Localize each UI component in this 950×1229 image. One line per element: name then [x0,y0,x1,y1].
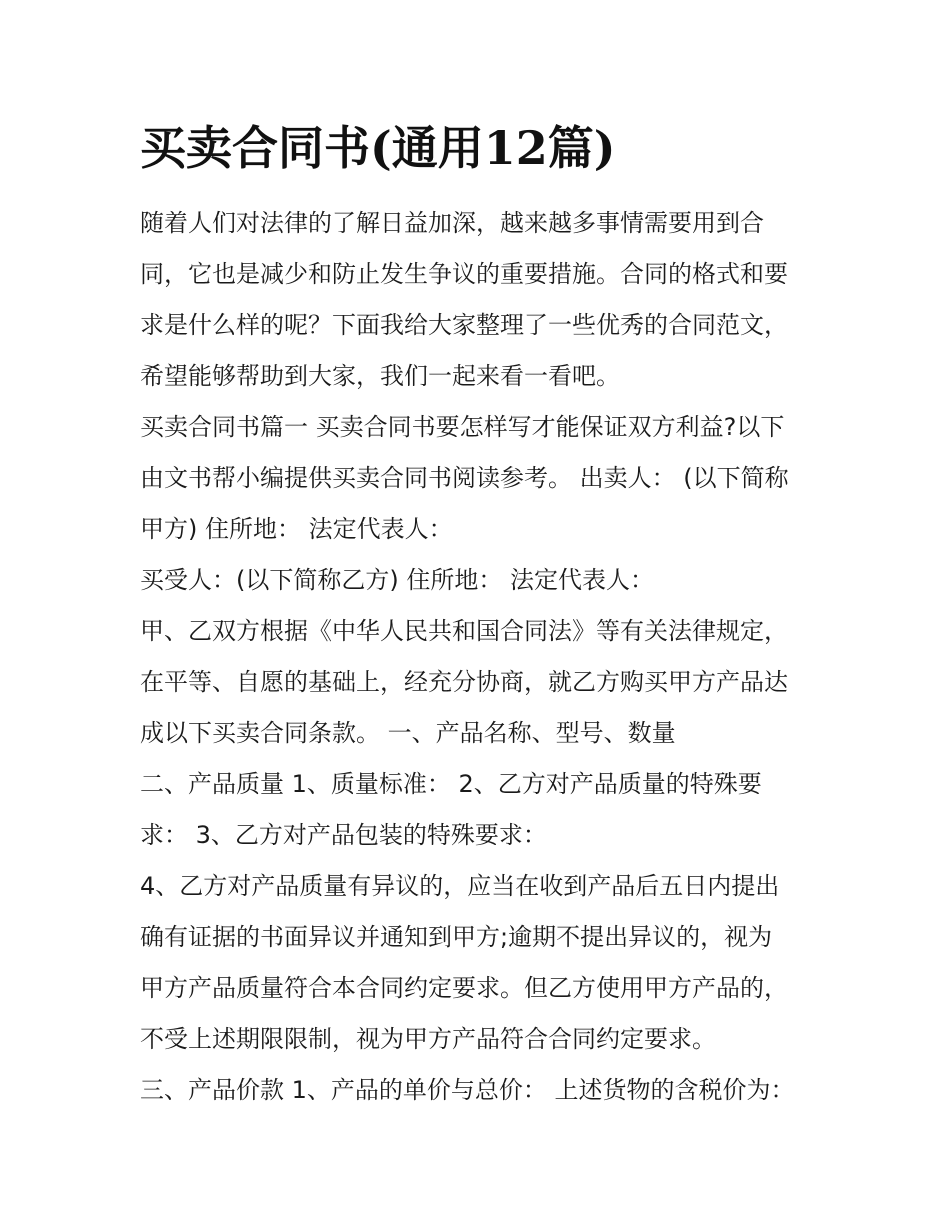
body-line: 在平等、自愿的基础上，经充分协商，就乙方购买甲方产品达 [140,668,788,696]
body-line: 求： 3、乙方对产品包装的特殊要求： [140,821,547,849]
document-body [140,198,830,1116]
body-line: 由文书帮小编提供买卖合同书阅读参考。 出卖人： (以下简称 [140,464,789,492]
document-title: 买卖合同书(通用12篇) [140,121,616,175]
body-line: 4、乙方对产品质量有异议的，应当在收到产品后五日内提出 [140,872,780,900]
body-line: 甲、乙双方根据《中华人民共和国合同法》等有关法律规定， [140,617,788,645]
body-line: 希望能够帮助到大家，我们一起来看一看吧。 [140,362,620,390]
body-line: 二、产品质量 1、质量标准： 2、乙方对产品质量的特殊要 [140,770,762,798]
body-line: 买受人：(以下简称乙方) 住所地： 法定代表人： [140,566,654,594]
body-line: 同，它也是减少和防止发生争议的重要措施。合同的格式和要 [140,260,788,288]
body-line: 确有证据的书面异议并通知到甲方;逾期不提出异议的，视为 [140,923,773,951]
body-line: 甲方产品质量符合本合同约定要求。但乙方使用甲方产品的， [140,974,788,1002]
body-line: 不受上述期限限制，视为甲方产品符合合同约定要求。 [140,1025,716,1053]
body-line: 三、产品价款 1、产品的单价与总价： 上述货物的含税价为： [140,1076,795,1104]
body-line: 成以下买卖合同条款。 一、产品名称、型号、数量 [140,719,676,747]
body-line: 甲方) 住所地： 法定代表人： [140,515,453,543]
body-line: 随着人们对法律的了解日益加深，越来越多事情需要用到合 [140,209,764,237]
body-line: 求是什么样的呢？下面我给大家整理了一些优秀的合同范文， [140,311,788,339]
body-line: 买卖合同书篇一 买卖合同书要怎样写才能保证双方利益?以下 [140,413,785,441]
